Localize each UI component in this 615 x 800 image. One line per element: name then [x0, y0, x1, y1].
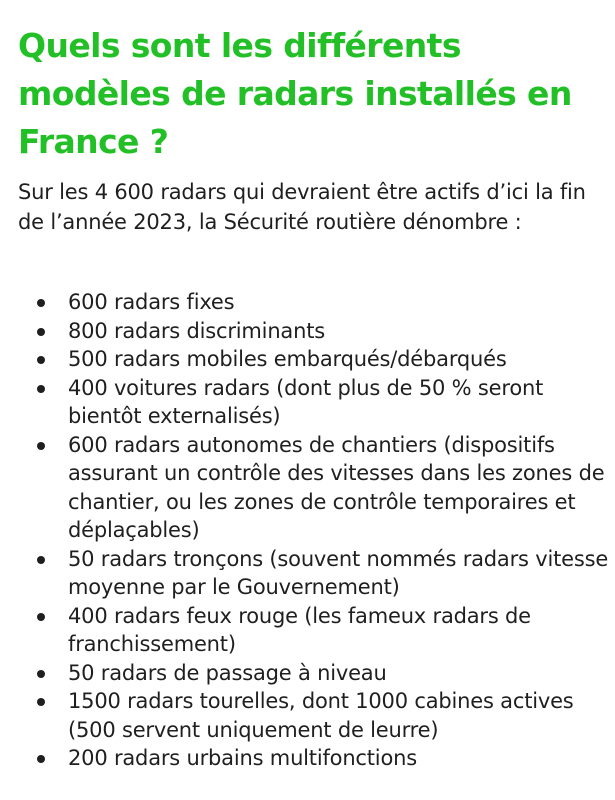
list-item	[18, 345, 610, 374]
bullet-icon	[37, 556, 45, 564]
bullet-icon	[37, 613, 45, 621]
bullet-icon	[37, 356, 45, 364]
list-item	[18, 317, 610, 346]
list-item-text: 200 radars urbains multifonctions	[68, 746, 417, 770]
article-title: Quels sont les différents modèles de radars installés en France ?	[18, 26, 572, 161]
list-item-text: 500 radars mobiles embarqués/débarqués	[68, 347, 507, 371]
list-item-text: 50 radars tronçons (souvent nommés radars vitesse moyenne par le Gouvernement)	[68, 546, 609, 599]
list-item	[18, 687, 610, 744]
intro-paragraph: Sur les 4 600 radars qui devraient être actifs d’ici la fin de l’année 2023, la Sécurité routière dénombre :	[18, 180, 586, 234]
list-item	[18, 744, 610, 773]
bullet-icon	[37, 698, 45, 706]
bullet-icon	[37, 299, 45, 307]
list-item-text: 400 voitures radars (dont plus de 50 % seront bientôt externalisés)	[68, 375, 544, 428]
list-item-text: 800 radars discriminants	[68, 318, 325, 343]
list-item-text: 400 radars feux rouge (les fameux radars de franchissement)	[68, 603, 531, 656]
list-item	[18, 431, 610, 545]
bullet-icon	[37, 385, 45, 393]
radar-list	[18, 288, 610, 773]
bullet-icon	[37, 670, 45, 678]
list-item	[18, 374, 610, 431]
list-item-text: 600 radars autonomes de chantiers (dispositifs assurant un contrôle des vitesses dans les zones de chantier, ou les zones de contrôle temporaires et déplaçables)	[68, 432, 605, 542]
list-item-text: 50 radars de passage à niveau	[68, 660, 387, 685]
bullet-icon	[37, 442, 45, 450]
list-item-text: 1500 radars tourelles, dont 1000 cabines actives (500 servent uniquement de leurre)	[68, 689, 574, 742]
list-item	[18, 545, 610, 602]
bullet-icon	[37, 328, 45, 336]
list-item-text: 600 radars fixes	[68, 290, 235, 314]
bullet-icon	[37, 755, 45, 763]
list-item	[18, 288, 610, 317]
list-item	[18, 659, 610, 688]
list-item	[18, 602, 610, 659]
